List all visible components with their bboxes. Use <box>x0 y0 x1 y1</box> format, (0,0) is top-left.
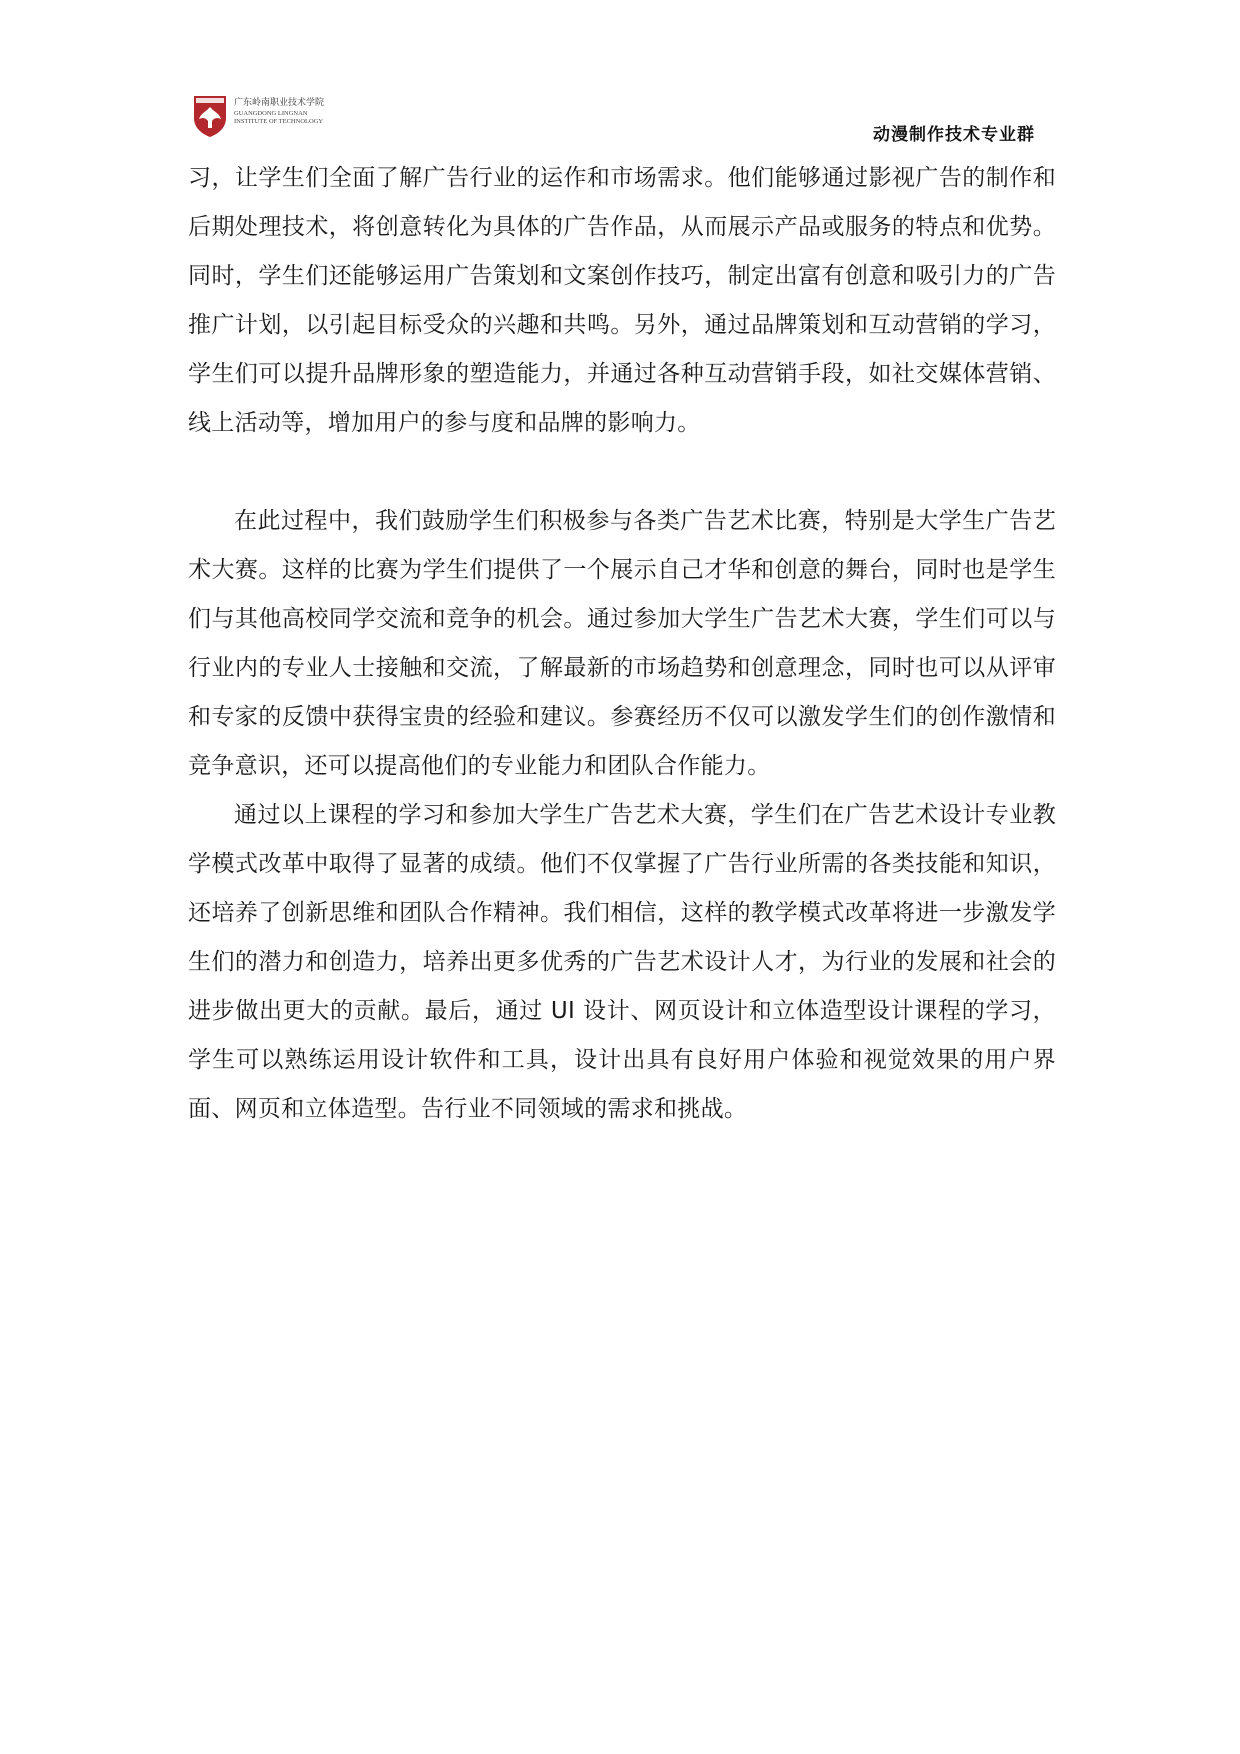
logo-name-en <box>234 110 323 126</box>
logo-name-en-line2: INSTITUTE OF TECHNOLOGY <box>234 118 324 125</box>
paragraph-2: 在此过程中，我们鼓励学生们积极参与各类广告艺术比赛，特别是大学生广告艺术大赛。这样的比赛为学生们提供了一个展示自己才华和创意的舞台，同时也是学生们与其他高校同学交流和竞争的机会。通过参加大学生广告艺术大赛，学生们可以与行业内的专业人士接触和交流，了解最新的市场趋势和创意理念，同时也可以从评审和专家的反馈中获得宝贵的经验和建议。参赛经历不仅可以激发学生们的创作激情和竞争意识，还可以提高他们的专业能力和团队合作能力。 <box>188 508 1056 779</box>
logo-name-en-line1: GUANGDONG LINGNAN <box>234 110 308 117</box>
document-body <box>188 154 1056 1134</box>
header-title: 动漫制作技术专业群 <box>873 125 1035 145</box>
paragraph-1: 习，让学生们全面了解广告行业的运作和市场需求。他们能够通过影视广告的制作和后期处理技术，将创意转化为具体的广告作品，从而展示产品或服务的特点和优势。同时，学生们还能够运用广告策划和文案创作技巧，制定出富有创意和吸引力的广告推广计划，以引起目标受众的兴趣和共鸣。另外，通过品牌策划和互动营销的学习，学生们可以提升品牌形象的塑造能力，并通过各种互动营销手段，如社交媒体营销、线上活动等，增加用户的参与度和品牌的影响力。 <box>188 165 1056 436</box>
institution-logo <box>192 94 352 144</box>
logo-name-cn: 广东岭南职业技术学院 <box>234 98 325 108</box>
page-header <box>0 0 1240 150</box>
shield-emblem-icon <box>192 94 228 138</box>
paragraph-3: 通过以上课程的学习和参加大学生广告艺术大赛，学生们在广告艺术设计专业教学模式改革中取得了显著的成绩。他们不仅掌握了广告行业所需的各类技能和知识，还培养了创新思维和团队合作精神。我们相信，这样的教学模式改革将进一步激发学生们的潜力和创造力，培养出更多优秀的广告艺术设计人才，为行业的发展和社会的进步做出更大的贡献。最后，通过 UI 设计、网页设计和立体造型设计课程的学习，学生可以熟练运用设计软件和工具，设计出具有良好用户体验和视觉效果的用户界面、网页和立体造型。告行业不同领域的需求和挑战。 <box>188 802 1056 1122</box>
